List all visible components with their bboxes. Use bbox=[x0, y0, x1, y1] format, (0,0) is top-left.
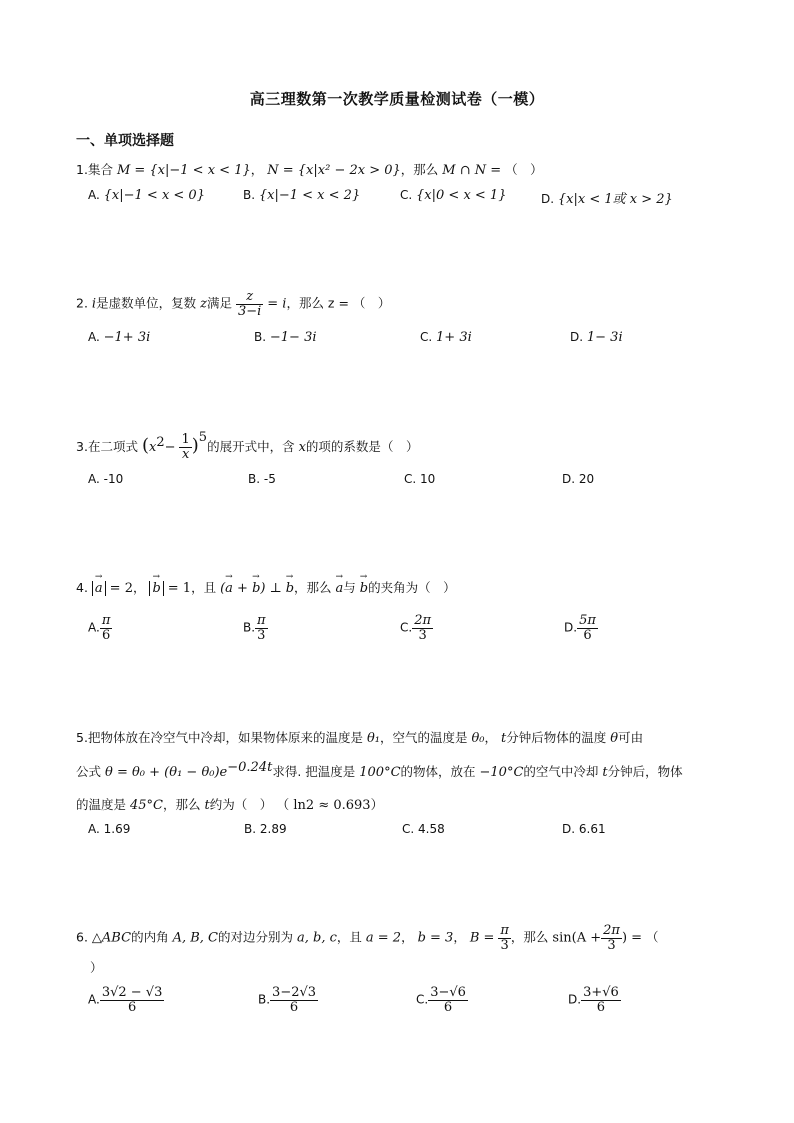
question-text: ，那么 bbox=[163, 797, 201, 812]
option-b[interactable] bbox=[244, 822, 287, 836]
fraction-numerator: π bbox=[101, 613, 111, 628]
option-d[interactable] bbox=[562, 472, 594, 486]
question-text: ，那么 bbox=[400, 162, 439, 177]
fraction-denominator: 6 bbox=[127, 999, 137, 1015]
vector-b: → b bbox=[252, 581, 260, 596]
fraction bbox=[428, 986, 468, 1014]
norm-b bbox=[149, 581, 163, 596]
side-b-value: b = 3 bbox=[417, 930, 454, 946]
separator: ， bbox=[401, 929, 414, 945]
fraction bbox=[577, 614, 598, 642]
equation: = i bbox=[267, 296, 287, 312]
separator: ， bbox=[132, 580, 146, 595]
question-text: 的对边分别为 bbox=[217, 929, 293, 945]
option-label: B. bbox=[243, 188, 256, 202]
fraction bbox=[581, 986, 621, 1014]
fraction-denominator: 3−i bbox=[237, 303, 262, 319]
option-text: {x|x < 1或 x > 2} bbox=[557, 192, 673, 207]
triangle-abc: △ABC bbox=[91, 930, 132, 946]
option-label: C. bbox=[402, 822, 415, 836]
option-b[interactable] bbox=[248, 472, 276, 486]
set-n: N = {x|x² − 2x > 0} bbox=[267, 163, 401, 178]
fraction bbox=[498, 924, 511, 952]
option-a[interactable] bbox=[88, 330, 150, 345]
question-text: 的展开式中，含 bbox=[207, 439, 295, 454]
question-text: 把物体放在冷空气中冷却，如果物体原来的温度是 bbox=[87, 730, 363, 745]
option-text: -10 bbox=[103, 472, 124, 486]
fraction-denominator: x bbox=[181, 447, 190, 462]
option-b[interactable] bbox=[243, 188, 360, 203]
question-number: 6. bbox=[76, 929, 88, 945]
sine-close: ) = bbox=[621, 930, 643, 946]
answer-paren-open: （ bbox=[646, 929, 659, 945]
option-text: {x|−1 < x < 0} bbox=[103, 188, 205, 203]
vector-a: → a bbox=[225, 581, 233, 596]
question-number: 4. bbox=[76, 580, 88, 595]
option-label: B. bbox=[243, 620, 256, 635]
question-number: 3. bbox=[76, 439, 88, 454]
fraction bbox=[179, 433, 191, 461]
page-title: 高三理数第一次教学质量检测试卷（一模） bbox=[249, 90, 545, 108]
variable-z: z bbox=[200, 296, 207, 312]
options-q2 bbox=[88, 330, 708, 358]
question-text: 求得. 把温度是 bbox=[272, 764, 356, 780]
option-label: A. bbox=[88, 620, 100, 635]
sine-expr: sin(A + bbox=[552, 930, 602, 946]
side-a-value: a = 2 bbox=[365, 930, 402, 946]
option-label: C. bbox=[400, 620, 413, 635]
separator: ， bbox=[250, 162, 264, 177]
fraction-numerator: 5π bbox=[579, 613, 596, 628]
question-6-line-2 bbox=[90, 958, 103, 976]
option-c[interactable] bbox=[402, 822, 445, 836]
temperature-air: −10°C bbox=[479, 765, 524, 781]
option-text: 20 bbox=[578, 472, 595, 486]
set-m: M = {x|−1 < x < 1} bbox=[116, 163, 251, 178]
fraction bbox=[412, 614, 433, 642]
option-text: 6.61 bbox=[578, 822, 606, 836]
fraction-numerator: 3−2√3 bbox=[272, 985, 317, 1000]
option-label: D. bbox=[562, 822, 576, 836]
vector-b: → b bbox=[360, 581, 368, 596]
fraction-denominator: 6 bbox=[583, 627, 592, 643]
vector-a: → a bbox=[336, 581, 344, 596]
options-q1 bbox=[88, 188, 708, 216]
option-label: C. bbox=[404, 472, 417, 486]
fraction-numerator: 3−√6 bbox=[430, 985, 466, 1000]
option-a[interactable] bbox=[88, 822, 130, 836]
option-text: {x|0 < x < 1} bbox=[416, 188, 507, 203]
intersection-expr: M ∩ N = bbox=[442, 163, 502, 178]
separator: ， bbox=[484, 730, 498, 745]
question-number: 2. bbox=[76, 295, 88, 311]
option-label: A. bbox=[88, 822, 100, 836]
vector-a: → a bbox=[95, 581, 103, 596]
variable-t: t bbox=[204, 798, 210, 813]
option-text: 1− 3i bbox=[586, 330, 623, 345]
formula-exponent: −0.24t bbox=[227, 760, 273, 775]
option-text: 1.69 bbox=[103, 822, 131, 836]
option-b[interactable] bbox=[258, 986, 318, 1014]
fraction bbox=[100, 986, 165, 1014]
fraction-numerator: z bbox=[236, 290, 263, 305]
fraction bbox=[100, 614, 113, 642]
binomial-close: ) bbox=[191, 435, 199, 456]
option-text: −1+ 3i bbox=[103, 330, 151, 345]
question-text: 分钟后物体的温度 bbox=[506, 730, 607, 745]
question-text: 的项的系数是 bbox=[305, 439, 381, 454]
option-d[interactable] bbox=[564, 614, 598, 642]
answer-paren: （ ） bbox=[234, 797, 273, 812]
option-label: A. bbox=[88, 330, 100, 344]
variable-t: t bbox=[501, 731, 507, 746]
option-c[interactable] bbox=[416, 986, 468, 1014]
binomial-exponent: 5 bbox=[198, 430, 208, 445]
question-5-line-2 bbox=[76, 760, 683, 780]
question-text: 的空气中冷却 bbox=[523, 764, 599, 780]
option-a[interactable] bbox=[88, 614, 112, 642]
option-text: 10 bbox=[420, 472, 436, 486]
options-q6 bbox=[88, 986, 708, 1026]
fraction-denominator: 6 bbox=[101, 627, 111, 643]
question-text: ，且 bbox=[191, 580, 217, 595]
option-a[interactable] bbox=[88, 188, 205, 203]
option-label: D. bbox=[568, 992, 582, 1007]
variable-x: x bbox=[298, 440, 306, 455]
fraction bbox=[236, 290, 263, 318]
option-label: A. bbox=[88, 992, 100, 1007]
option-label: B. bbox=[244, 822, 257, 836]
option-text: 2.89 bbox=[259, 822, 287, 836]
answer-paren: （ ） bbox=[505, 162, 543, 177]
option-c[interactable] bbox=[400, 188, 506, 203]
binomial-power: 2 bbox=[156, 434, 165, 450]
option-label: B. bbox=[248, 472, 261, 486]
section-heading: 一、单项选择题 bbox=[76, 133, 174, 149]
question-text: ，那么 bbox=[510, 929, 549, 945]
separator: ， bbox=[453, 929, 466, 945]
fraction-numerator: 1 bbox=[181, 432, 190, 448]
fraction-denominator: 3 bbox=[418, 627, 427, 643]
answer-paren: （ ） bbox=[418, 580, 456, 595]
option-d[interactable] bbox=[562, 822, 606, 836]
angle-b: B = bbox=[469, 930, 495, 946]
answer-paren: （ ） bbox=[380, 439, 419, 454]
option-c[interactable] bbox=[404, 472, 435, 486]
option-a[interactable] bbox=[88, 472, 123, 486]
options-q5 bbox=[88, 822, 708, 850]
option-c[interactable] bbox=[400, 614, 433, 642]
option-label: B. bbox=[258, 992, 271, 1007]
question-2 bbox=[76, 290, 390, 318]
question-text: 可由 bbox=[618, 730, 644, 745]
question-text: 与 bbox=[343, 580, 356, 595]
option-label: D. bbox=[562, 472, 576, 486]
option-label: D. bbox=[541, 192, 555, 206]
norm-a bbox=[92, 581, 106, 596]
sides: a, b, c bbox=[296, 930, 337, 946]
angles: A, B, C bbox=[172, 930, 218, 946]
question-text: 分钟后，物体 bbox=[607, 764, 683, 780]
question-text: 公式 bbox=[76, 764, 102, 780]
question-text: ，且 bbox=[336, 929, 362, 945]
fraction-denominator: 6 bbox=[596, 999, 606, 1015]
variable-theta1: θ₁ bbox=[366, 731, 380, 746]
option-d[interactable] bbox=[568, 986, 621, 1014]
options-q4 bbox=[88, 614, 708, 646]
option-text: {x|−1 < x < 2} bbox=[258, 188, 361, 203]
fraction-numerator: 2π bbox=[603, 923, 620, 938]
binomial: ( bbox=[141, 435, 149, 456]
answer-paren-close: ） bbox=[90, 960, 103, 975]
fraction-numerator: 2π bbox=[414, 613, 432, 628]
question-text: ，那么 z = bbox=[286, 295, 349, 311]
fraction-numerator: 3√2 − √3 bbox=[101, 985, 163, 1000]
option-label: A. bbox=[88, 472, 100, 486]
question-number: 1. bbox=[76, 162, 88, 177]
fraction-numerator: 3+√6 bbox=[583, 985, 619, 1000]
option-c[interactable] bbox=[420, 330, 472, 345]
question-number: 5. bbox=[76, 730, 88, 745]
question-text: 的内角 bbox=[131, 929, 169, 945]
option-label: C. bbox=[400, 188, 413, 202]
option-text: −1− 3i bbox=[269, 330, 317, 345]
question-6 bbox=[76, 924, 659, 952]
question-text: 的温度是 bbox=[76, 797, 127, 812]
fraction-numerator: π bbox=[500, 923, 509, 938]
option-text: 1+ 3i bbox=[436, 330, 472, 345]
question-text: 的物体，放在 bbox=[400, 764, 476, 780]
option-label: A. bbox=[88, 188, 100, 202]
equation: = 1 bbox=[167, 581, 192, 596]
question-text: 集合 bbox=[87, 162, 113, 177]
fraction-denominator: 6 bbox=[289, 999, 299, 1015]
option-d[interactable] bbox=[541, 188, 673, 207]
option-text: 4.58 bbox=[418, 822, 445, 836]
question-text: 约为 bbox=[209, 797, 235, 812]
fraction bbox=[255, 614, 268, 642]
vector-b: → b bbox=[152, 581, 160, 596]
hint-ln2: （ ln2 ≈ 0.693） bbox=[276, 798, 384, 813]
vector-b: → b bbox=[286, 581, 294, 596]
fraction bbox=[601, 924, 622, 952]
perpendicular-sign: ⊥ bbox=[269, 581, 282, 596]
option-d[interactable] bbox=[570, 330, 623, 345]
fraction-denominator: 3 bbox=[500, 937, 509, 953]
fraction-numerator: π bbox=[257, 613, 266, 628]
temperature-initial: 100°C bbox=[359, 765, 401, 781]
question-5-line-1 bbox=[76, 728, 643, 746]
fraction-denominator: 3 bbox=[257, 627, 266, 643]
option-text: -5 bbox=[263, 472, 276, 486]
question-1 bbox=[76, 162, 543, 180]
option-b[interactable] bbox=[254, 330, 317, 345]
option-label: D. bbox=[564, 620, 578, 635]
question-text: ，空气的温度是 bbox=[379, 730, 468, 745]
fraction-denominator: 6 bbox=[443, 999, 453, 1015]
options-q3 bbox=[88, 472, 708, 500]
option-label: B. bbox=[254, 330, 267, 344]
question-4 bbox=[76, 578, 456, 596]
answer-paren: （ ） bbox=[352, 295, 391, 311]
question-3 bbox=[76, 430, 418, 462]
option-label: C. bbox=[416, 992, 429, 1007]
fraction bbox=[270, 986, 318, 1014]
option-b[interactable] bbox=[243, 614, 268, 642]
equation: = 2 bbox=[109, 581, 133, 596]
variable-theta0: θ₀ bbox=[471, 731, 485, 746]
variable-theta: θ bbox=[610, 731, 619, 746]
minus-sign: − bbox=[164, 440, 176, 455]
binomial-base: x bbox=[148, 440, 157, 455]
option-label: D. bbox=[570, 330, 584, 344]
question-text: 是虚数单位，复数 bbox=[96, 295, 197, 311]
option-a[interactable] bbox=[88, 986, 164, 1014]
temperature-final: 45°C bbox=[130, 798, 163, 813]
variable-t: t bbox=[602, 765, 608, 781]
question-text: 的夹角为 bbox=[368, 580, 419, 595]
question-text: 满足 bbox=[206, 295, 232, 311]
vector-sum: (→ a + → b) bbox=[220, 581, 265, 596]
cooling-formula: θ = θ₀ + (θ₁ − θ₀)e bbox=[105, 765, 228, 781]
question-text: 在二项式 bbox=[87, 439, 138, 454]
question-text: ，那么 bbox=[294, 580, 332, 595]
imaginary-unit: i bbox=[91, 296, 97, 312]
fraction-denominator: 3 bbox=[607, 937, 616, 953]
option-label: C. bbox=[420, 330, 433, 344]
question-5-line-3 bbox=[76, 794, 384, 813]
